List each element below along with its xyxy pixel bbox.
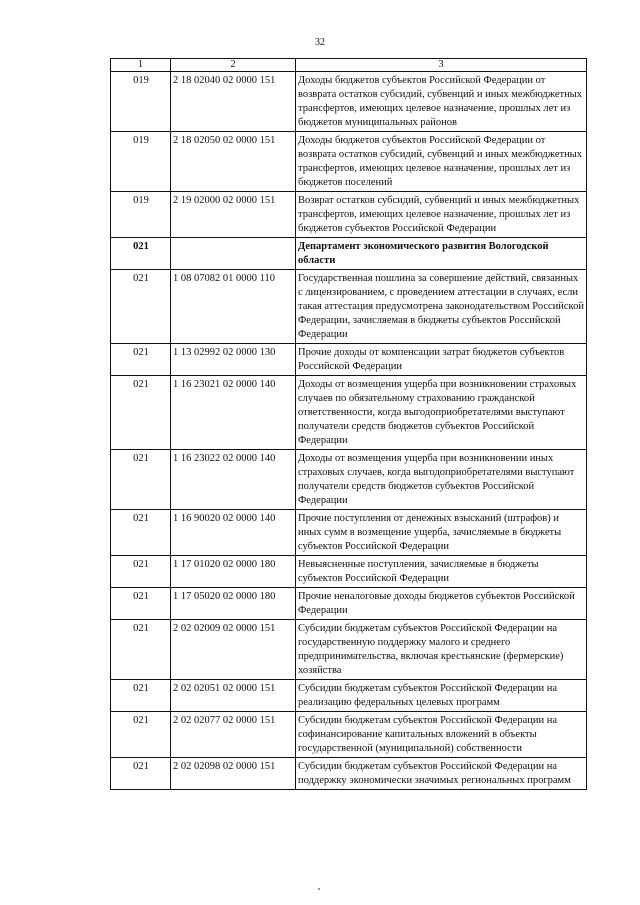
column-header: 3 [296,59,587,72]
revenue-name-cell: Доходы бюджетов субъектов Российской Федерации от возврата остатков субсидий, субвенций и иных межбюджетных трансфертов, имеющих целевое назначение, прошлых лет из бюджетов муниципальных районов [296,72,587,132]
table-row [111,376,587,450]
revenue-name-cell: Субсидии бюджетам субъектов Российской Федерации на реализацию федеральных целевых программ [296,680,587,712]
budget-classification-code-cell: 2 02 02077 02 0000 151 [171,712,296,758]
admin-code-cell: 021 [111,510,171,556]
revenue-name-cell: Невыясненные поступления, зачисляемые в бюджеты субъектов Российской Федерации [296,556,587,588]
budget-classification-code-cell: 1 16 23022 02 0000 140 [171,450,296,510]
budget-classification-code-cell [171,238,296,270]
table-row [111,556,587,588]
table-row [111,712,587,758]
revenue-name-cell: Доходы бюджетов субъектов Российской Федерации от возврата остатков субсидий, субвенций и иных межбюджетных трансфертов, имеющих целевое назначение, прошлых лет из бюджетов поселений [296,132,587,192]
admin-code-cell: 019 [111,132,171,192]
admin-code-cell: 021 [111,376,171,450]
admin-code-cell: 021 [111,270,171,344]
budget-classification-code-cell: 1 17 01020 02 0000 180 [171,556,296,588]
revenue-name-cell: Возврат остатков субсидий, субвенций и иных межбюджетных трансфертов, имеющих целевое назначение, прошлых лет из бюджетов субъектов Российской Федерации [296,192,587,238]
budget-classification-code-cell: 2 18 02040 02 0000 151 [171,72,296,132]
budget-classification-code-cell: 2 02 02009 02 0000 151 [171,620,296,680]
admin-code-cell: 021 [111,344,171,376]
revenue-name-cell: Государственная пошлина за совершение действий, связанных с лицензированием, с проведением аттестации в случаях, если такая аттестация предусмотрена законодательством Российской Федерации, зачисляемая в бюджеты субъектов Российской Федерации [296,270,587,344]
revenue-name-cell: Прочие доходы от компенсации затрат бюджетов субъектов Российской Федерации [296,344,587,376]
table-row [111,758,587,790]
revenue-name-cell: Субсидии бюджетам субъектов Российской Федерации на софинансирование капитальных вложений в объекты государственной (муниципальной) собственности [296,712,587,758]
table-row [111,510,587,556]
revenue-codes-table [110,58,587,790]
admin-code-cell: 021 [111,450,171,510]
admin-code-cell: 021 [111,588,171,620]
budget-classification-code-cell: 1 17 05020 02 0000 180 [171,588,296,620]
budget-classification-code-cell: 1 16 23021 02 0000 140 [171,376,296,450]
revenue-name-cell: Субсидии бюджетам субъектов Российской Федерации на государственную поддержку малого и среднего предпринимательства, включая крестьянские (фермерские) хозяйства [296,620,587,680]
revenue-name-cell: Прочие поступления от денежных взысканий (штрафов) и иных сумм в возмещение ущерба, зачисляемые в бюджеты субъектов Российской Федерации [296,510,587,556]
revenue-name-cell: Субсидии бюджетам субъектов Российской Федерации на поддержку экономически значимых региональных программ [296,758,587,790]
column-header: 1 [111,59,171,72]
table-row [111,270,587,344]
admin-code-cell: 021 [111,556,171,588]
page-number: 32 [315,37,325,48]
budget-classification-code-cell: 1 08 07082 01 0000 110 [171,270,296,344]
budget-classification-code-cell: 2 19 02000 02 0000 151 [171,192,296,238]
admin-code-cell: 021 [111,620,171,680]
table-row [111,72,587,132]
admin-code-cell: 021 [111,712,171,758]
column-header: 2 [171,59,296,72]
table-row [111,588,587,620]
admin-code-cell: 019 [111,72,171,132]
revenue-name-cell: Прочие неналоговые доходы бюджетов субъектов Российской Федерации [296,588,587,620]
budget-classification-code-cell: 1 13 02992 02 0000 130 [171,344,296,376]
admin-code-cell: 019 [111,192,171,238]
budget-classification-code-cell: 2 02 02098 02 0000 151 [171,758,296,790]
scan-dot [318,888,320,890]
budget-classification-code-cell: 2 02 02051 02 0000 151 [171,680,296,712]
table-row [111,450,587,510]
table-header-row [111,59,587,72]
revenue-name-cell: Доходы от возмещения ущерба при возникновении страховых случаев по обязательному страхованию гражданской ответственности, когда выгодоприобретателями выступают получатели средств бюджетов субъектов Российской Федерации [296,376,587,450]
table-row [111,344,587,376]
table-row [111,620,587,680]
revenue-name-cell: Департамент экономического развития Вологодской области [296,238,587,270]
budget-classification-code-cell: 2 18 02050 02 0000 151 [171,132,296,192]
table-row [111,132,587,192]
admin-code-cell: 021 [111,680,171,712]
budget-classification-code-cell: 1 16 90020 02 0000 140 [171,510,296,556]
admin-code-cell: 021 [111,238,171,270]
table-row [111,192,587,238]
revenue-name-cell: Доходы от возмещения ущерба при возникновении иных страховых случаев, когда выгодоприобретателями выступают получатели средств бюджетов субъектов Российской Федерации [296,450,587,510]
table-row [111,680,587,712]
table-row-department [111,238,587,270]
admin-code-cell: 021 [111,758,171,790]
